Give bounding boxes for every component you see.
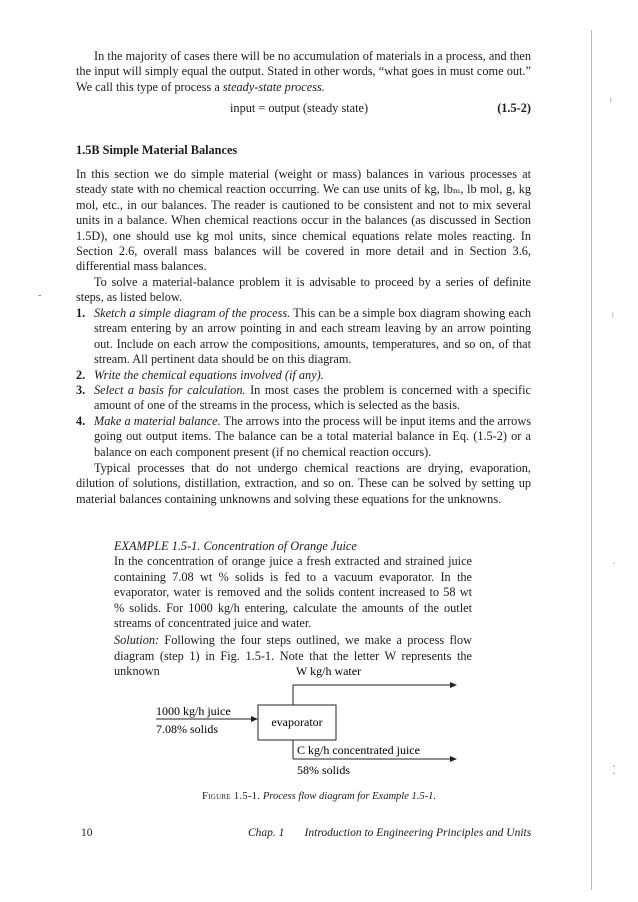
list-item xyxy=(76,306,531,368)
margin-speck: ⁚ xyxy=(612,763,616,777)
product-label: C kg/h concentrated juice xyxy=(297,743,420,757)
margin-speck: ⁾ xyxy=(609,95,612,109)
equation-number: (1.5-2) xyxy=(497,101,531,115)
list-item xyxy=(76,368,531,383)
step-lead: Sketch a simple diagram of the process. xyxy=(94,306,291,320)
section-body xyxy=(76,167,531,306)
margin-speck: · xyxy=(612,556,616,570)
intro-emphasis: steady-state process. xyxy=(222,79,325,94)
solution-label: Solution: xyxy=(114,633,160,648)
step-number: 4. xyxy=(76,413,86,428)
step-text: The arrows into the process will be input items and the arrows going out output items. The balance can be a total material balance in Eq. (1.5-2) or a balance on each component present (if no chemical reaction occurs). xyxy=(94,413,531,459)
typical-paragraph-container xyxy=(76,461,531,507)
figure-label: Figure 1.5-1. xyxy=(201,791,261,802)
typical-paragraph: Typical processes that do not undergo chemical reactions are drying, evaporation, dilution of solutions, distillation, extraction, and so on. These can be solved by setting up material balances containing unknowns and solving these equations for the unknowns. xyxy=(76,461,531,506)
feed-composition: 7.08% solids xyxy=(156,722,219,736)
example-statement: In the concentration of orange juice a fresh extracted and strained juice containing 7.08 wt % solids is fed to a vacuum evaporator. In the evaporator, water is removed and the solids content increased to 58 wt % solids. For 1000 kg/h entering, calculate the amounts of the outlet streams of concentrated juice and water. xyxy=(114,554,472,631)
figure-caption xyxy=(0,791,638,802)
water-stream-label: W kg/h water xyxy=(296,664,362,678)
steps-list xyxy=(76,306,531,460)
steps-intro-paragraph: To solve a material-balance problem it is advisable to proceed by a series of definite steps, as listed below. xyxy=(76,274,531,305)
process-flow-diagram xyxy=(0,655,638,785)
section-paragraph: In this section we do simple material (weight or mass) balances in various processes at steady state with no chemical reaction occurring. We can use units of kg, lbₘ, lb mol, g, kg mol, etc., in our balances. The reader is cautioned to be consistent and not to mix several units in a balance. When chemical reactions occur in the balances (as discussed in Section 1.5D), one should use kg mol units, since chemical equations relate moles reacting. In Section 2.6, overall mass balances will be covered in more detail and in Section 3.6, differential mass balances. xyxy=(76,167,531,274)
section-heading: 1.5B Simple Material Balances xyxy=(76,143,238,157)
list-item xyxy=(76,383,531,414)
step-lead: Make a material balance. xyxy=(94,413,221,428)
step-lead: Select a basis for calculation. xyxy=(94,383,246,398)
list-item xyxy=(76,414,531,460)
margin-speck: ⁾ xyxy=(611,310,614,324)
steps-list-container xyxy=(76,306,531,460)
page-number: 10 xyxy=(81,827,93,839)
evaporator-label: evaporator xyxy=(271,715,323,729)
product-composition: 58% solids xyxy=(297,763,351,777)
solution-text: Following the four steps outlined, we make a process flow diagram (step 1) in Fig. 1.5-1. Note that the letter W represents the unknown xyxy=(114,633,472,679)
step-number: 2. xyxy=(76,367,86,382)
step-number: 3. xyxy=(76,383,86,398)
equation-body: input = output (steady state) xyxy=(230,101,369,115)
running-footer: Chap. 1 Introduction to Engineering Principles and Units xyxy=(248,827,532,839)
step-number: 1. xyxy=(76,306,86,320)
example-title: EXAMPLE 1.5-1. Concentration of Orange Juice xyxy=(114,539,357,553)
step-text: This can be a simple box diagram showing each stream entering by an arrow pointing in and each stream leaving by an arrow pointing out. Include on each arrow the compositions, amounts, temperatures, and so on, of that stream. All pertinent data should be on this diagram. xyxy=(94,306,531,367)
figure-caption-text: Process flow diagram for Example 1.5-1. xyxy=(262,791,436,802)
feed-label: 1000 kg/h juice xyxy=(156,704,231,718)
intro-text: In the majority of cases there will be no accumulation of materials in a process, and then the input will simply equal the output. Stated in other words, “what goes in must come out.” We call this type of process a xyxy=(76,49,531,94)
intro-paragraph xyxy=(76,49,531,95)
margin-dash: - xyxy=(38,290,42,301)
step-text: In most cases the problem is concerned with a specific amount of one of the streams in the process, which is selected as the basis. xyxy=(94,383,531,413)
step-lead: Write the chemical equations involved (if any). xyxy=(94,367,324,382)
